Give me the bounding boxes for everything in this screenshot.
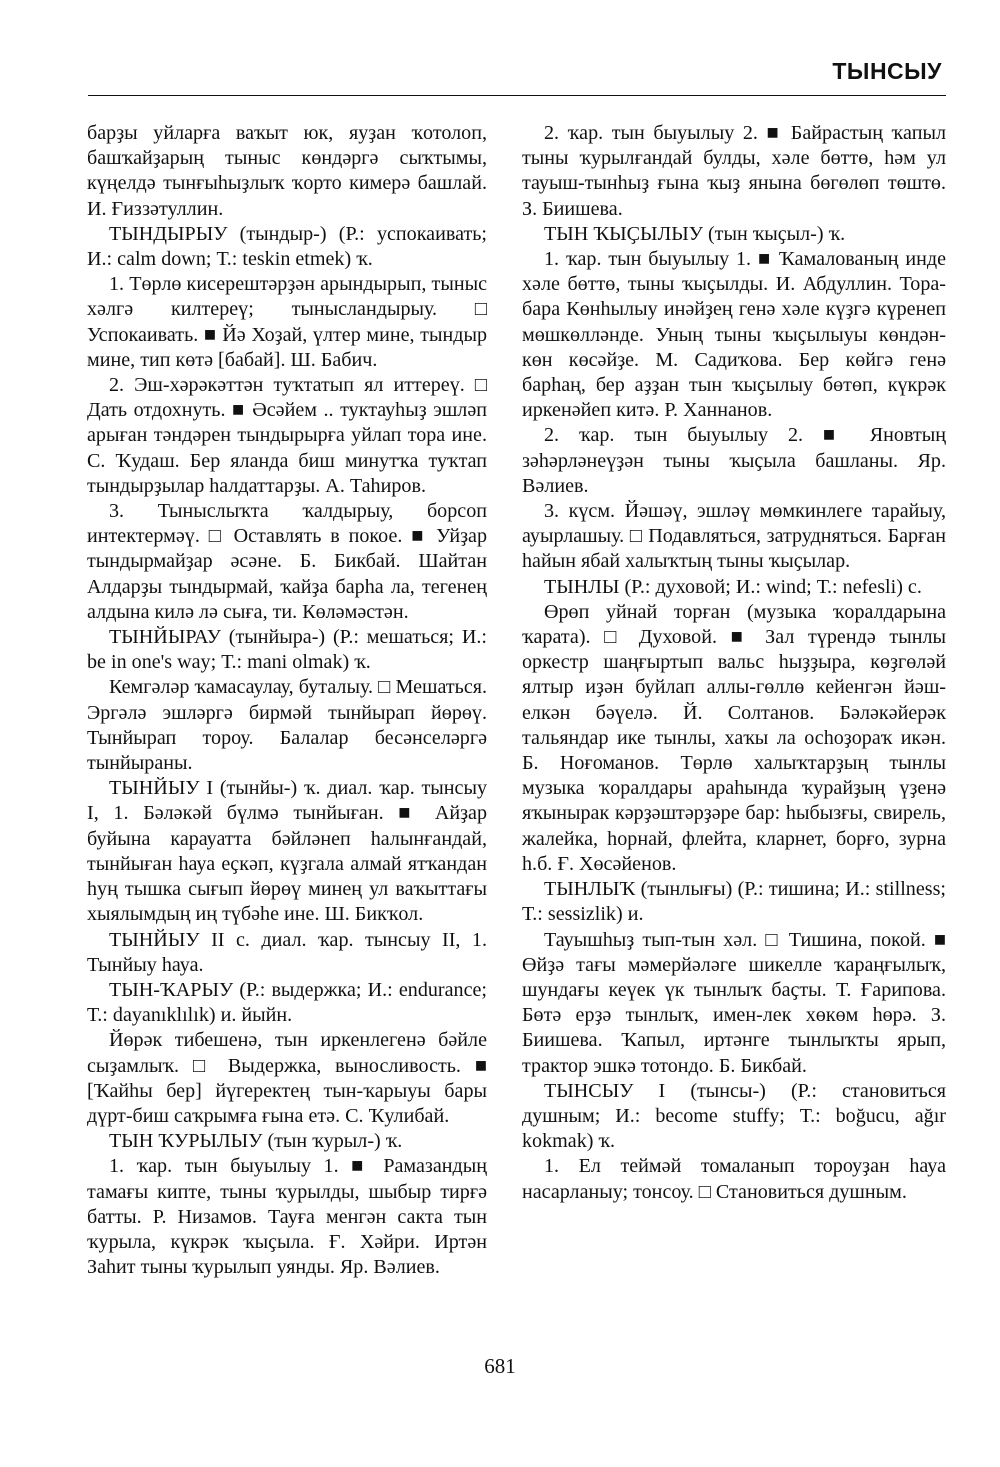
entry-tyn-kyshylyu: ТЫН ҠЫҪЫЛЫУ (тын ҡыҫыл-) ҡ. <box>544 222 846 245</box>
header-rule <box>88 95 946 96</box>
definition: Өрөп уйнай торған (музыка ҡоралдарына ҡарата). □ Духовой. ■ Зал түрендә тынлы оркестр шаңғыртып вальс һыҙҙыра, көҙгөләй ялтыр иҙән буйлап аллы-гөллө кейенгән йәш-елкән бәүелә. Й. Солтанов. Бәләкәйерәк тальяндар ике тынлы, хаҡы ла осһоҙораҡ икән. Б. Ноғоманов. Төрлө халыҡтарҙың тынлы музыка ҡоралдары араһында ҡурайҙың үҙенә яҡынырак кәрҙәштәрҙәре бар: һыбызғы, свирель, жалейка, һорнай, флейта, кларнет, борғо, зурна һ.б. Ғ. Хөсәйенов. <box>522 600 946 875</box>
definition: Йөрәк тибешенә, тын иркенлегенә бәйле сыҙамлыҡ. □ Выдержка, выносливость. ■ [Ҡайһы бер] йүгеректең тын-ҡарыуы бары дүрт-биш саҡрымға ғына етә. С. Ҡулибай. <box>87 1029 487 1127</box>
entry-tynsyu-1: ТЫНСЫУ I (тынсы-) (Р.: становиться душным; И.: become stuffy; Т.: boğucu, ağır kokmak) ҡ. <box>522 1079 946 1153</box>
sense-2: 2. ҡар. тын быуылыу 2. ■ Байрастың ҡапыл тыны ҡурылғандай булды, хәле бөттө, һәм ул тауыш-тынһыҙ ғына ҡыҙ янына бөгөлөп төштө. З. Биишева. <box>522 122 946 220</box>
entry-tynyyu-2: ТЫНЙЫУ II с. диал. ҡар. тынсыу II, 1. Тынйыу һауа. <box>87 928 487 976</box>
left-column <box>87 121 487 1280</box>
entry-tyn-kuryluu: ТЫН ҠУРЫЛЫУ (тын ҡурыл-) ҡ. <box>109 1130 403 1153</box>
entry-tynlyk: ТЫНЛЫҠ (тынлығы) (Р.: тишина; И.: stillness; Т.: sessizlik) и. <box>522 878 946 926</box>
sense-1: 1. Төрлө кисерештәрҙән арындырып, тыныс хәлгә килтереү; тынысландырыу. □ Успокаивать. ■ Йә Хоҙай, үлтер мине, тындыр мине, тип көтә [бабай]. Ш. Бабич. <box>87 273 487 371</box>
entry-tyndyryu: ТЫНДЫРЫУ (тындыр-) (Р.: успокаивать; И.: calm down; Т.: teskin etmek) ҡ. <box>87 222 487 271</box>
page-number: 681 <box>484 1354 516 1378</box>
sense-2: 2. ҡар. тын быуылыу 2. ■ Яновтың зәһәрләнеүҙән тыны ҡыҫыла башланы. Яр. Вәлиев. <box>522 424 946 497</box>
sense-1: 1. ҡар. тын быуылыу 1. ■ Ҡамалованың инде хәле бөттө, тыны ҡыҫылды. И. Абдуллин. Тора-бара Көнһылыу инәйҙең генә хәле күҙгә күренеп мөшкөлләнде. Уның тыны ҡыҫылыуы көндән-көн көсәйҙе. М. Садиҡова. Бер көйгә генә барһаң, бер аҙҙан тын ҡыҫылыу бөтөп, күкрәк иркенәйеп китә. Р. Ханнанов. <box>522 248 946 422</box>
entry-tyn-karyu: ТЫН-ҠАРЫУ (Р.: выдержка; И.: endurance; Т.: dayanıklılık) и. йыйн. <box>87 978 487 1027</box>
right-column <box>522 121 946 1205</box>
entry-continuation: барҙы уйларға ваҡыт юк, яуҙан ҡотолоп, башҡайҙарың тыныс көндәргә сыҡтымы, күңелдә тынғыһыҙлыҡ ҡорто кимерә башлай. И. Ғиззәтуллин. <box>87 122 487 220</box>
entry-tynly: ТЫНЛЫ (Р.: духовой; И.: wind; Т.: nefesli) с. <box>544 575 922 598</box>
definition: Кемгәләр ҡамасаулау, буталыу. □ Мешаться. Эргәлә эшләргә бирмәй тынйырап йөрөү. Тынйырап тороу. Балалар бесәнселәргә тынйыраны. <box>87 676 487 775</box>
sense-1: 1. Ел теймәй томаланып тороуҙан һауа насарланыу; тонсоу. □ Становиться душным. <box>522 1155 946 1203</box>
sense-2: 2. Эш-хәрәкәттән туҡтатып ял иттереү. □ Дать отдохнуть. ■ Әсәйем .. туктауһыҙ эшләп арыған тәндәрен тындырырға уйлап тора ине. С. Ҡудаш. Бер яланда биш минутҡа туҡтап тындырҙылар һалдаттарҙы. А. Таһиров. <box>87 374 487 497</box>
running-head: ТЫНСЫУ <box>832 58 942 84</box>
sense-3: 3. күсм. Йәшәү, эшләү мөмкинлеге тарайыу, ауырлашыу. □ Подавляться, затрудняться. Барған һайын ябай халыҡтың тыны ҡыҫылар. <box>522 500 946 573</box>
definition: Тауышһыҙ тып-тын хәл. □ Тишина, покой. ■ Өйҙә тағы мәмерйәләге шикелле ҡараңғылыҡ, шундағы кеүек үк тынлыҡ баҫты. Т. Ғарипова. Бөтә ерҙә тынлыҡ, имен-лек хөкөм һөрә. З. Биишева. Ҡапыл, иртәнге тынлыҡты ярып, трактор эшкә тотондо. Б. Бикбай. <box>522 928 946 1077</box>
entry-tynyyu-1: ТЫНЙЫУ I (тынйы-) ҡ. диал. ҡар. тынсыу I, 1. Бәләкәй бүлмә тынйыған. ■ Айҙар буйына карауатта бәйләнеп һалынғандай, тынйыған һауа еҫкәп, күҙгала алмай ятҡандан һуң тышка сығып йөрөү минең ул ваҡыттағы хыялымдың иң түбәһе ине. Ш. Бикҡол. <box>87 777 487 926</box>
sense-1: 1. ҡар. тын быуылыу 1. ■ Рамазандың тамағы кипте, тыны ҡурылды, шыбыр тирғә батты. Р. Низамов. Тауға менгән сакта тын ҡурыла, күкрәк ҡыҫыла. Ғ. Хәйри. Иртән Заһит тыны ҡурылып уянды. Яр. Вәлиев. <box>87 1155 487 1279</box>
sense-3: 3. Тыныслыҡта ҡалдырыу, борсоп интектермәү. □ Оставлять в покое. ■ Уйҙар тындырмайҙар әсәне. Б. Бикбай. Шайтан Алдарҙы тындырмай, ҡайҙа барһа ла, тегенең алдына килә лә сыға, ти. Көләмәстән. <box>87 500 487 623</box>
entry-tynyyrau: ТЫНЙЫРАУ (тынйыра-) (Р.: мешаться; И.: be in one's way; Т.: mani olmak) ҡ. <box>87 626 487 674</box>
